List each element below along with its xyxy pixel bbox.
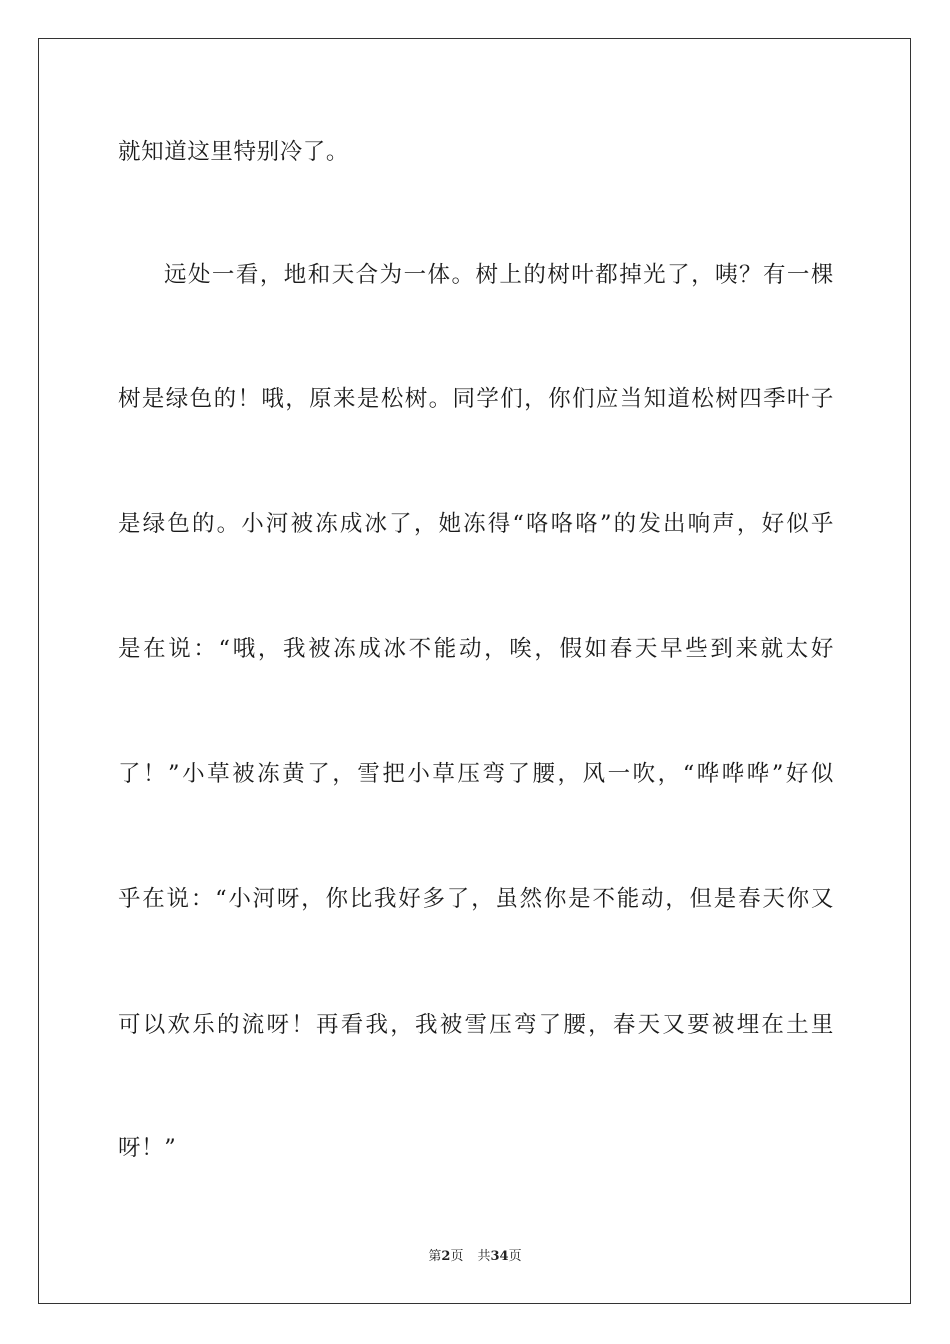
footer-page-suffix: 页: [450, 1249, 464, 1264]
footer-total-pages: 34: [490, 1249, 509, 1264]
text-line-5: 是在说：“哦，我被冻成冰不能动，唉，假如春天早些到来就太好: [118, 636, 834, 662]
text-line-8: 可以欢乐的流呀！再看我，我被雪压弯了腰，春天又要被埋在土里: [118, 1012, 834, 1038]
text-line-1: 就知道这里特别冷了。: [118, 139, 350, 165]
footer-total-suffix: 页: [508, 1249, 522, 1264]
text-line-4: 是绿色的。小河被冻成冰了，她冻得“咯咯咯”的发出响声，好似乎: [118, 511, 834, 537]
text-line-6: 了！”小草被冻黄了，雪把小草压弯了腰，风一吹，“哗哗哗”好似: [118, 761, 834, 787]
page-border: [38, 38, 911, 1304]
text-line-9: 呀！”: [118, 1135, 177, 1161]
page-footer: [0, 1248, 950, 1266]
text-line-7: 乎在说：“小河呀，你比我好多了，虽然你是不能动，但是春天你又: [118, 886, 834, 912]
footer-total-prefix: 共: [477, 1249, 491, 1264]
footer-page-number: 2: [441, 1249, 451, 1264]
text-line-2: 远处一看，地和天合为一体。树上的树叶都掉光了，咦？有一棵: [164, 262, 834, 288]
footer-page-prefix: 第: [428, 1249, 442, 1264]
text-line-3: 树是绿色的！哦，原来是松树。同学们，你们应当知道松树四季叶子: [118, 386, 834, 412]
